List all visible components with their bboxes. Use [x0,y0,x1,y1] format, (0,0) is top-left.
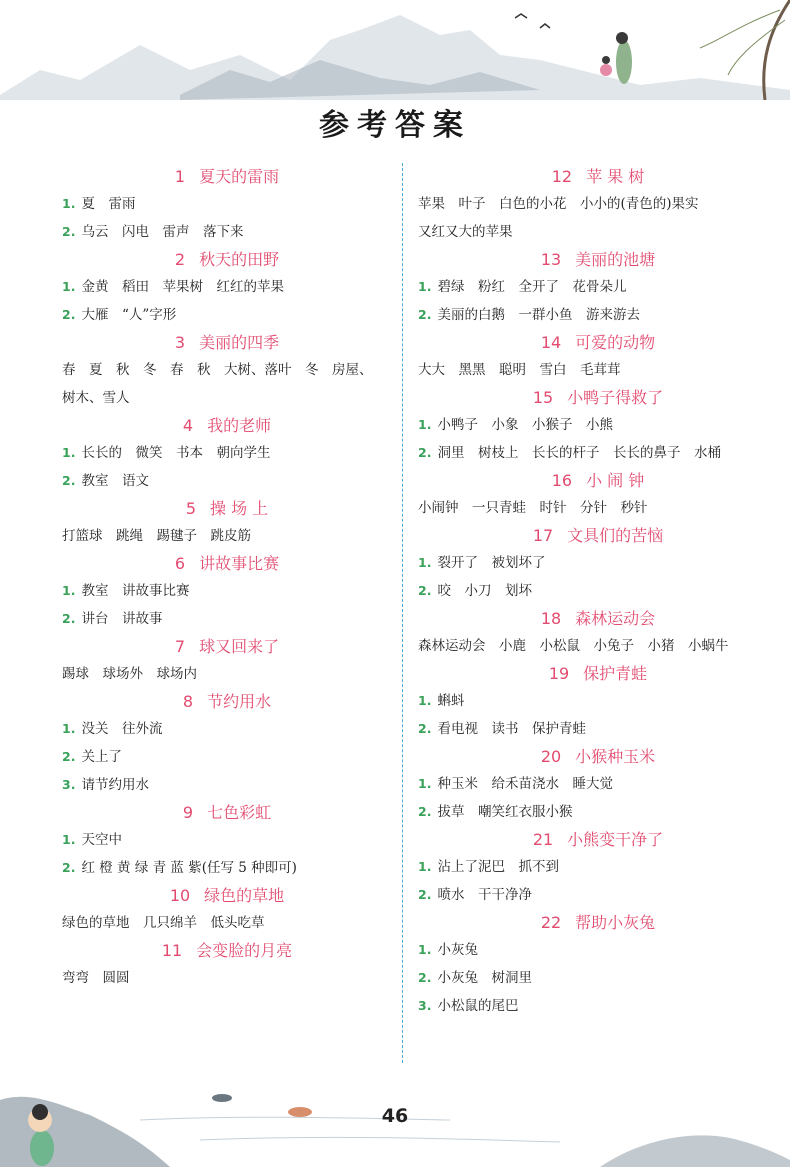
section-number: 15 [532,388,554,407]
answer-line [418,798,778,826]
section-number: 18 [540,609,562,628]
answer-text: 小灰兔 树洞里 [437,970,532,986]
answer-line [418,356,778,384]
answer-index: 2. [418,804,432,819]
answer-index: 2. [418,887,432,902]
section-title [418,163,778,190]
section-title [418,329,778,356]
section-number: 5 [185,499,196,518]
answer-text: 种玉米 给禾苗浇水 睡大觉 [437,776,613,792]
section-number: 1 [174,167,186,186]
answer-text: 打篮球 跳绳 踢毽子 跳皮筋 [62,528,251,544]
section-name: 操 场 上 [210,499,269,518]
answer-line [62,190,392,218]
answer-text: 关上了 [81,749,122,765]
answer-text: 长长的 微笑 书本 朝向学生 [81,445,271,461]
section-name: 我的老师 [207,416,272,435]
answer-index: 1. [418,555,432,570]
answer-index: 1. [418,417,432,432]
answer-index: 2. [62,307,76,322]
answer-line [418,301,778,329]
answer-index: 2. [62,224,76,239]
section-number: 3 [174,333,186,352]
answer-line [62,577,392,605]
answer-text: 夏 雷雨 [81,196,136,212]
answer-line [418,632,778,660]
answer-index: 2. [62,473,76,488]
answer-line [418,273,778,301]
section-title [418,909,778,936]
section-name: 小 闹 钟 [586,471,645,490]
section-number: 8 [182,692,194,711]
section-number: 2 [174,250,186,269]
section-title [62,163,392,190]
section-title [62,329,392,356]
answer-line [62,964,392,992]
section-title [62,412,392,439]
section-number: 6 [174,554,186,573]
section-title [62,688,392,715]
answer-line [62,660,392,688]
section-name: 会变脸的月亮 [196,941,293,960]
answer-text: 咬 小刀 划坏 [437,583,532,599]
answer-index: 1. [62,445,76,460]
answer-line [62,218,392,246]
answer-line [62,826,392,854]
answer-text: 森林运动会 小鹿 小松鼠 小兔子 小猪 小蜗牛 [418,638,729,654]
section-title [418,384,778,411]
answer-line [418,853,778,881]
answer-text: 踢球 球场外 球场内 [62,666,197,682]
answer-index: 1. [62,196,76,211]
page-title: 参考答案 [319,108,471,143]
answer-line [62,384,392,412]
answer-text: 绿色的草地 几只绵羊 低头吃草 [62,915,265,931]
answer-line [62,771,392,799]
answer-line [418,549,778,577]
section-number: 9 [182,803,194,822]
section-number: 7 [174,637,186,656]
answer-line [418,577,778,605]
answer-line [62,605,392,633]
section-name: 美丽的四季 [199,333,280,352]
answer-text: 讲台 讲故事 [81,611,163,627]
section-name: 讲故事比赛 [199,554,280,573]
answer-text: 红 橙 黄 绿 青 蓝 紫(任写 5 种即可) [81,860,297,876]
section-title [418,605,778,632]
answer-line [418,411,778,439]
section-name: 帮助小灰兔 [575,913,656,932]
section-name: 美丽的池塘 [575,250,656,269]
answer-line [62,743,392,771]
answer-line [62,301,392,329]
section-number: 17 [532,526,554,545]
section-name: 球又回来了 [199,637,280,656]
answer-index: 2. [62,749,76,764]
section-name: 节约用水 [207,692,272,711]
answer-text: 金黄 稻田 苹果树 红红的苹果 [81,279,284,295]
answer-text: 小闹钟 一只青蛙 时针 分针 秒针 [418,500,648,516]
answer-text: 弯弯 圆圆 [62,970,130,986]
section-number: 19 [548,664,570,683]
answer-line [418,494,778,522]
section-number: 20 [540,747,562,766]
section-name: 七色彩虹 [207,803,272,822]
section-title [62,246,392,273]
section-name: 苹 果 树 [586,167,645,186]
answer-text: 没关 往外流 [81,721,163,737]
answer-index: 3. [418,998,432,1013]
answer-index: 2. [418,583,432,598]
section-title [62,882,392,909]
section-title [62,550,392,577]
answer-line [62,467,392,495]
section-number: 11 [161,941,183,960]
answer-text: 裂开了 被划坏了 [437,555,546,571]
answer-text: 天空中 [81,832,122,848]
answer-line [418,992,778,1020]
answer-text: 苹果 叶子 白色的小花 小小的(青色的)果实 [418,196,699,212]
section-name: 夏天的雷雨 [199,167,280,186]
section-title [418,660,778,687]
section-name: 绿色的草地 [204,886,285,905]
section-name: 小猴种玉米 [575,747,656,766]
answer-text: 请节约用水 [81,777,149,793]
section-number: 14 [540,333,562,352]
answer-line [418,687,778,715]
answer-line [418,964,778,992]
answer-index: 2. [418,307,432,322]
section-number: 16 [551,471,573,490]
answer-line [62,356,392,384]
answer-index: 1. [62,721,76,736]
answer-text: 教室 语文 [81,473,149,489]
answer-text: 美丽的白鹅 一群小鱼 游来游去 [437,307,640,323]
answer-text: 洞里 树枝上 长长的杆子 长长的鼻子 水桶 [437,445,721,461]
answer-index: 1. [62,832,76,847]
answer-index: 2. [418,970,432,985]
page-number: 46 [381,1105,409,1127]
answer-text: 春 夏 秋 冬 春 秋 大树、落叶 冬 房屋、 [62,362,373,378]
answer-text: 碧绿 粉红 全开了 花骨朵儿 [437,279,627,295]
section-name: 文具们的苦恼 [567,526,664,545]
answer-index: 1. [418,776,432,791]
answer-line [418,190,778,218]
section-title [62,633,392,660]
section-number: 13 [540,250,562,269]
answer-text: 看电视 读书 保护青蛙 [437,721,586,737]
section-title [62,937,392,964]
answer-text: 大大 黑黑 聪明 雪白 毛茸茸 [418,362,621,378]
answer-line [62,909,392,937]
answer-index: 1. [418,859,432,874]
section-title [418,522,778,549]
answer-text: 小鸭子 小象 小猴子 小熊 [437,417,613,433]
answer-index: 1. [418,279,432,294]
section-title [418,467,778,494]
section-name: 可爱的动物 [575,333,656,352]
section-title [62,495,392,522]
answer-index: 2. [418,721,432,736]
section-number: 4 [182,416,194,435]
answer-line [62,439,392,467]
answer-line [62,715,392,743]
section-title [418,743,778,770]
section-title [62,799,392,826]
answer-line [418,770,778,798]
section-name: 小鸭子得救了 [567,388,664,407]
answer-line [62,522,392,550]
section-name: 秋天的田野 [199,250,280,269]
answer-line [418,936,778,964]
answer-text: 树木、雪人 [62,390,130,406]
column-divider [402,163,403,1063]
answer-line [418,715,778,743]
answer-index: 2. [62,860,76,875]
section-name: 小熊变干净了 [567,830,664,849]
answer-index: 2. [418,445,432,460]
answer-line [62,854,392,882]
answer-text: 大雁 “人”字形 [81,307,177,323]
section-number: 21 [532,830,554,849]
answer-line [418,439,778,467]
answer-text: 蝌蚪 [437,693,465,709]
section-title [418,826,778,853]
answer-text: 又红又大的苹果 [418,224,513,240]
section-number: 10 [169,886,191,905]
answer-text: 沾上了泥巴 抓不到 [437,859,559,875]
answer-text: 教室 讲故事比赛 [81,583,190,599]
answer-text: 小松鼠的尾巴 [437,998,519,1014]
answer-index: 1. [62,279,76,294]
section-name: 森林运动会 [575,609,656,628]
answer-line [62,273,392,301]
answer-line [418,881,778,909]
answer-index: 1. [418,942,432,957]
answer-text: 乌云 闪电 雷声 落下来 [81,224,244,240]
answer-index: 1. [62,583,76,598]
left-column [62,163,392,992]
answer-index: 2. [62,611,76,626]
section-number: 12 [551,167,573,186]
answer-text: 小灰兔 [437,942,478,958]
answer-index: 3. [62,777,76,792]
section-number: 22 [540,913,562,932]
answer-index: 1. [418,693,432,708]
answer-text: 拔草 嘲笑红衣服小猴 [437,804,573,820]
answer-line [418,218,778,246]
section-title [418,246,778,273]
right-column [418,163,778,1020]
section-name: 保护青蛙 [583,664,648,683]
top-landscape-illustration [0,0,790,100]
answer-text: 喷水 干干净净 [437,887,532,903]
